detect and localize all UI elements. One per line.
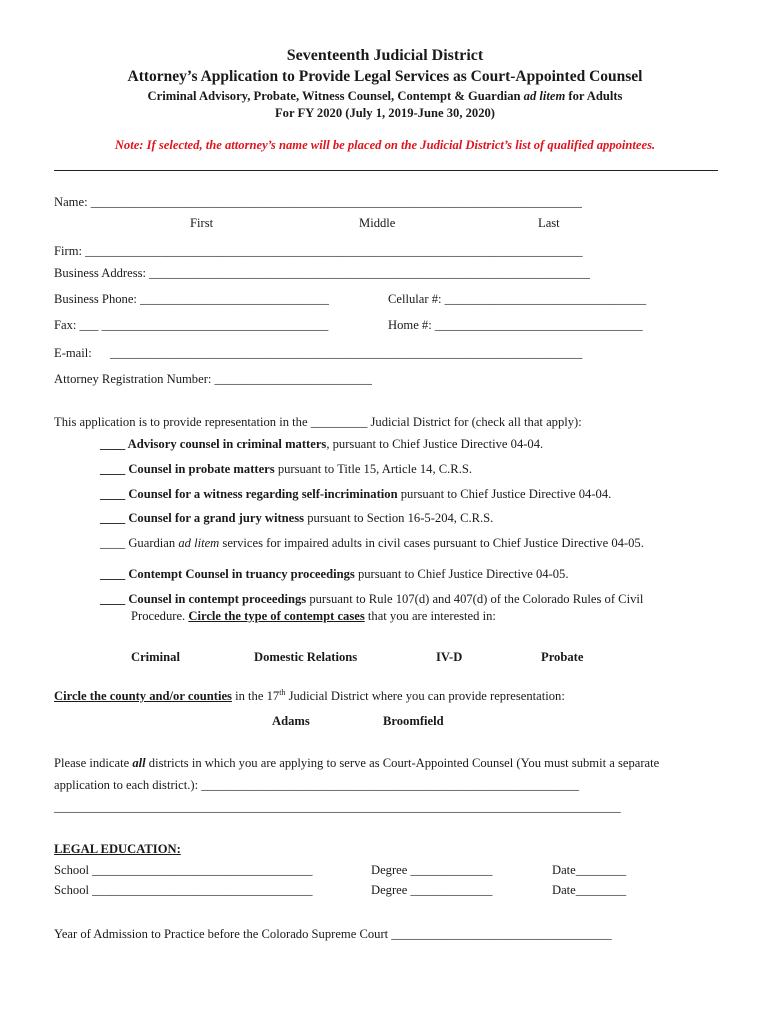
fax-field[interactable]: Fax: ___ ____________________________________ [54,318,329,332]
business-phone-field[interactable]: Business Phone: ______________________________ [54,292,329,306]
degree-field-2[interactable]: Degree _____________ [371,883,493,897]
application-intro: This application is to provide representation in the _________ Judicial District for (check all that apply): [54,415,582,429]
county-instruction [54,688,565,704]
option-probate-counsel[interactable] [100,462,472,477]
scope-text-italic: ad litem [523,89,566,103]
option-truancy-bold: ____ Contempt Counsel in truancy proceedings [100,567,355,581]
districts-text-a: Please indicate [54,756,133,770]
admission-year-field[interactable]: Year of Admission to Practice before the Colorado Supreme Court ___________________________________ [54,927,612,941]
legal-education-heading: LEGAL EDUCATION: [54,842,181,856]
districts-all-emphasis: all [132,756,146,770]
header-divider [54,170,718,171]
option-advisory-rest: , pursuant to Chief Justice Directive 04-04. [326,437,544,451]
option-witness-rest: pursuant to Chief Justice Directive 04-04. [397,487,612,501]
document-subtitle: Attorney’s Application to Provide Legal Services as Court-Appointed Counsel [127,68,643,85]
option-truancy-rest: pursuant to Chief Justice Directive 04-05. [354,567,569,581]
option-probate-bold: ____ Counsel in probate matters [100,462,275,476]
districts-text-b: districts in which you are applying to serve as Court-Appointed Counsel (You must submit a separate [145,756,660,770]
contempt-circle-instruction: Circle the type of contempt cases [188,609,365,623]
districts-field-line2[interactable]: __________________________________________________________________________________________ [54,800,621,814]
name-field[interactable]: Name: ______________________________________________________________________________ [54,195,582,209]
county-superscript: th [279,688,286,697]
name-first-label: First [190,216,214,230]
option-truancy-contempt[interactable] [100,567,569,582]
business-address-field[interactable]: Business Address: ______________________________________________________________________ [54,266,590,280]
districts-instruction [54,756,659,771]
option-grand-jury-counsel[interactable] [100,511,493,526]
contempt-type-domestic-relations[interactable]: Domestic Relations [254,650,358,664]
scope-text-b: for Adults [565,89,623,103]
contempt-type-criminal[interactable]: Criminal [131,650,180,664]
fiscal-year-line: For FY 2020 (July 1, 2019-June 30, 2020) [274,106,496,120]
option-guardian-italic: ad litem [178,536,220,550]
county-text-a: in the 17 [231,689,280,704]
registration-number-field[interactable]: Attorney Registration Number: _________________________ [54,372,372,386]
degree-field-1[interactable]: Degree _____________ [371,863,493,877]
option-guardian-ad-litem[interactable] [100,536,644,551]
document-title: Seventeenth Judicial District [286,47,484,64]
document-scope-line [0,89,770,104]
option-guardian-b: services for impaired adults in civil cases pursuant to Chief Justice Directive 04-05. [219,536,644,550]
option-witness-bold: ____ Counsel for a witness regarding self-incrimination [100,487,398,501]
option-guardian-a: ____ Guardian [100,536,179,550]
email-label: E-mail: [54,346,92,360]
selection-note: Note: If selected, the attorney’s name will be placed on the Judicial District’s list of qualified appointees. [114,138,656,152]
option-advisory-counsel[interactable] [100,437,543,452]
county-broomfield[interactable]: Broomfield [383,714,444,728]
option-grand-jury-bold: ____ Counsel for a grand jury witness [100,511,305,525]
districts-field-line1[interactable]: application to each district.): ____________________________________________________________ [54,778,580,792]
firm-field[interactable]: Firm: _______________________________________________________________________________ [54,244,583,258]
name-middle-label: Middle [359,216,396,230]
option-grand-jury-rest: pursuant to Section 16-5-204, C.R.S. [304,511,494,525]
scope-text-a: Criminal Advisory, Probate, Witness Counsel, Contempt & Guardian [147,89,524,103]
option-contempt-line2 [131,609,496,624]
school-field-1[interactable]: School ___________________________________ [54,863,313,877]
contempt-line2-a: Procedure. [131,609,189,623]
county-circle-instruction: Circle the county and/or counties [54,689,232,704]
county-adams[interactable]: Adams [272,714,310,728]
cellular-field[interactable]: Cellular #: ________________________________ [388,292,647,306]
home-phone-field[interactable]: Home #: _________________________________ [388,318,643,332]
option-contempt-proceedings[interactable] [100,592,643,607]
name-last-label: Last [538,216,560,230]
contempt-type-probate[interactable]: Probate [541,650,584,664]
option-contempt-bold: ____ Counsel in contempt proceedings [100,592,307,606]
option-probate-rest: pursuant to Title 15, Article 14, C.R.S. [274,462,473,476]
email-field[interactable]: ___________________________________________________________________________ [110,346,583,360]
date-field-1[interactable]: Date________ [552,863,627,877]
county-text-b: Judicial District where you can provide representation: [285,689,565,704]
date-field-2[interactable]: Date________ [552,883,627,897]
contempt-line2-b: that you are interested in: [364,609,496,623]
contempt-type-iv-d[interactable]: IV-D [436,650,463,664]
school-field-2[interactable]: School ___________________________________ [54,883,313,897]
option-contempt-rest: pursuant to Rule 107(d) and 407(d) of the Colorado Rules of Civil [306,592,644,606]
option-advisory-bold: ____ Advisory counsel in criminal matters [100,437,327,451]
option-witness-counsel[interactable] [100,487,611,502]
